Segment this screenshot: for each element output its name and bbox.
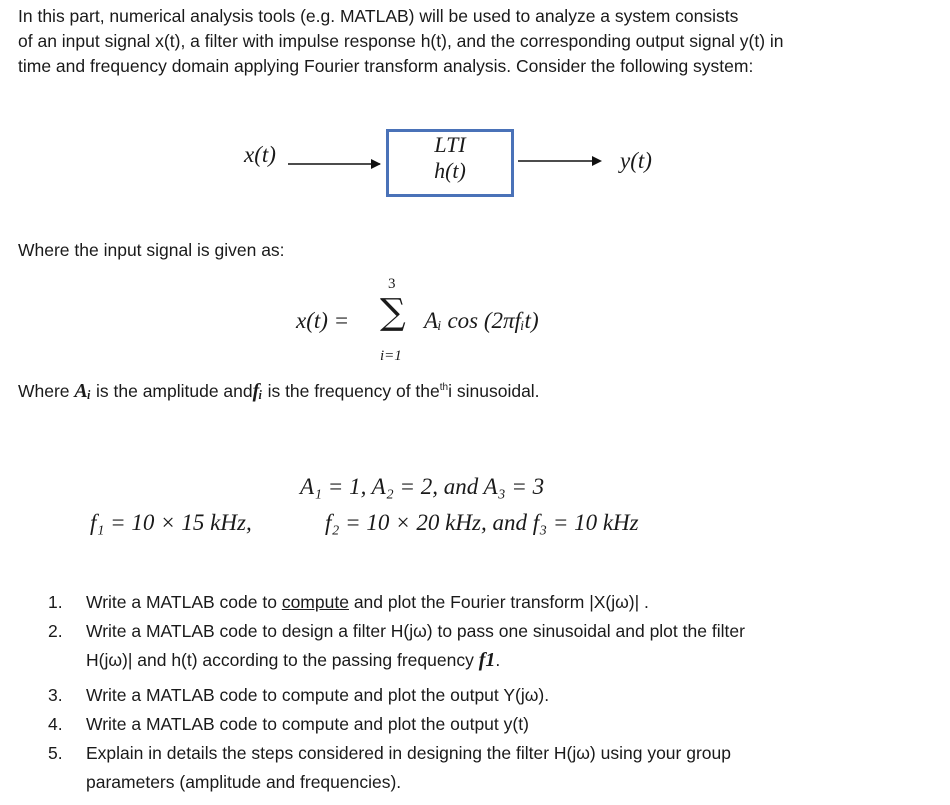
list-item: 3. Write a MATLAB code to compute and plot the output Y(jω). xyxy=(48,685,550,705)
intro-line: In this part, numerical analysis tools (e.g. MATLAB) will be used to analyze a system consists xyxy=(18,6,739,26)
frequency-f2-f3: f₂ = 10 × 20 kHz, and f₃ = 10 kHz xyxy=(325,510,639,535)
sum-upper-limit: 3 xyxy=(388,276,396,292)
equation-lhs: x(t) = xyxy=(296,308,350,333)
input-signal-label: x(t) xyxy=(244,142,276,167)
equation-term: Aᵢ cos (2πfᵢt) xyxy=(424,308,539,333)
intro-line: time and frequency domain applying Fourier transform analysis. Consider the following system: xyxy=(18,56,754,76)
list-item: 4. Write a MATLAB code to compute and plot the output y(t) xyxy=(48,714,529,734)
system-diagram xyxy=(0,120,950,210)
impulse-response-label: h(t) xyxy=(434,158,466,183)
list-item: 5. Explain in details the steps considered in designing the filter H(jω) using your group parameters (amplitude and frequencies). xyxy=(48,743,731,792)
list-item: 1. Write a MATLAB code to compute and plot the Fourier transform |X(jω)| . xyxy=(48,592,649,612)
task-list xyxy=(48,588,928,797)
intro-line: of an input signal x(t), a filter with impulse response h(t), and the corresponding output signal y(t) in xyxy=(18,31,784,51)
lti-block xyxy=(386,129,514,197)
input-arrowhead xyxy=(371,159,381,169)
summation-icon: ∑ xyxy=(380,292,406,333)
amplitude-values: A₁ = 1, A₂ = 2, and A₃ = 3 xyxy=(300,474,545,499)
frequency-f1: f₁ = 10 × 15 kHz, xyxy=(90,510,252,535)
output-signal-label: y(t) xyxy=(620,148,652,173)
sum-lower-limit: i=1 xyxy=(380,348,402,364)
input-equation xyxy=(296,276,616,371)
lti-label: LTI xyxy=(434,132,466,157)
list-item: 2. Write a MATLAB code to design a filter H(jω) to pass one sinusoidal and plot the filter H(jω)| and h(t) according to the passing frequency f1. xyxy=(48,621,745,671)
output-arrowhead xyxy=(592,156,602,166)
intro-paragraph xyxy=(18,4,933,79)
where-line: Where Aᵢ is the amplitude andfᵢ is the frequency of the$^{th}$i sinusoidal. xyxy=(18,380,540,402)
input-signal-text: Where the input signal is given as: xyxy=(18,240,285,260)
